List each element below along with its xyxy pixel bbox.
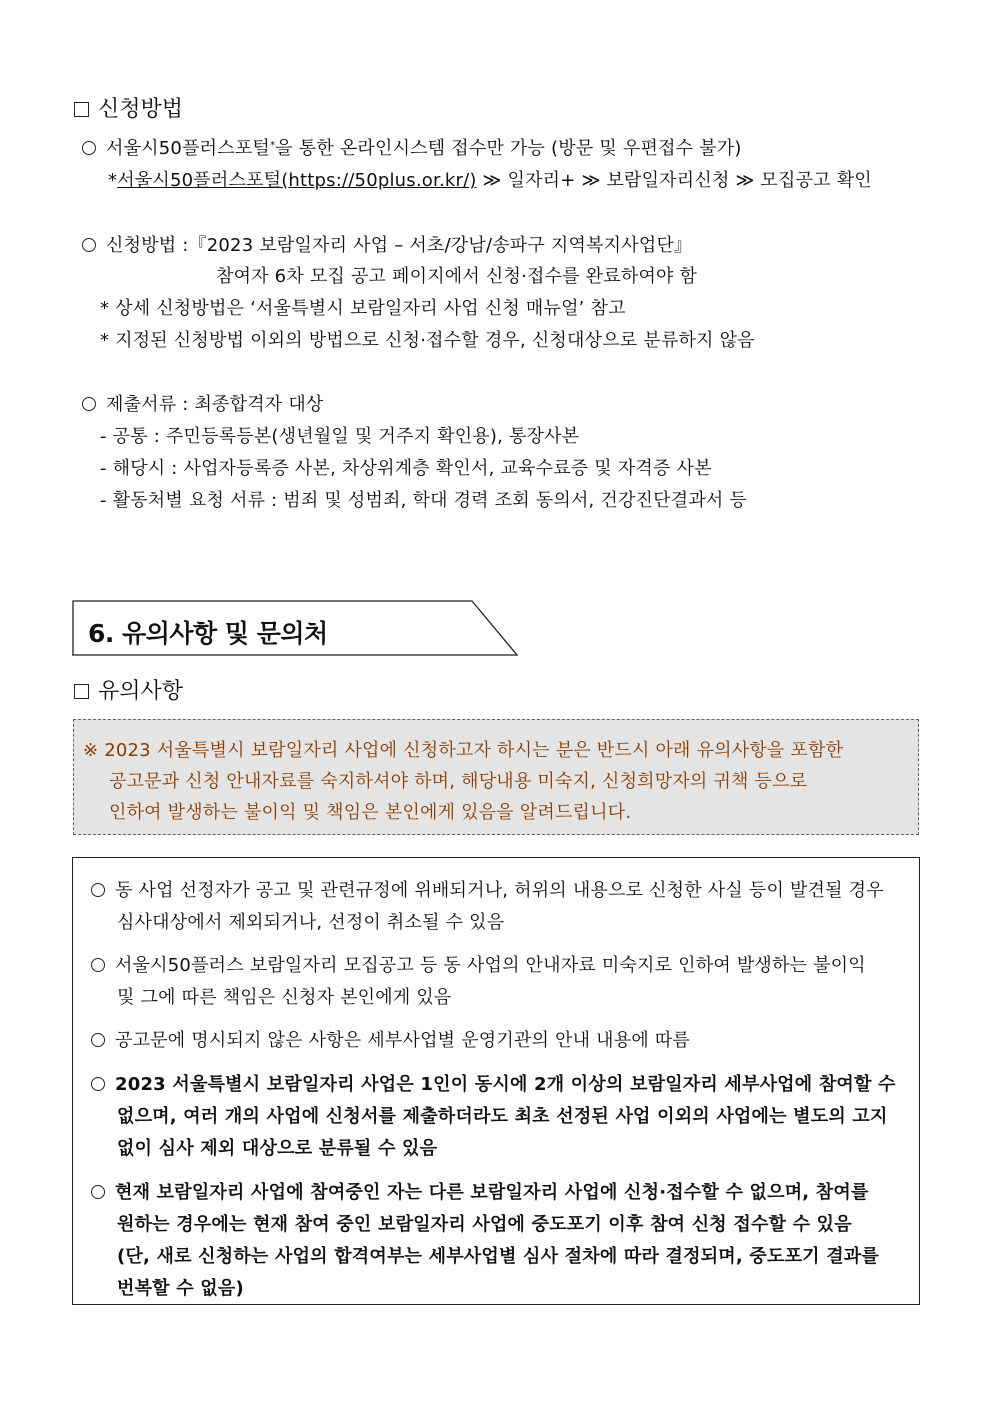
method-apply-line2: 참여자 6차 모집 공고 페이지에서 신청·접수를 완료하여야 함	[216, 266, 698, 287]
caution-item-5-cont-1: 원하는 경우에는 현재 참여 중인 보람일자리 사업에 중도포기 이후 참여 신청 접수할 수 있음	[117, 1214, 852, 1235]
circle-bullet-icon	[82, 397, 96, 411]
section-6-heading	[72, 600, 518, 656]
notice-box	[73, 719, 919, 835]
caution-heading: 유의사항	[74, 674, 183, 705]
caution-item-4-cont-1: 없으며, 여러 개의 사업에 신청서를 제출하더라도 최초 선정된 사업 이외의 사업에는 별도의 고지	[117, 1106, 888, 1127]
circle-bullet-icon	[91, 1077, 105, 1091]
notice-line-1: ※ 2023 서울특별시 보람일자리 사업에 신청하고자 하시는 분은 반드시 아래 유의사항을 포함한	[83, 740, 844, 761]
caution-item-5: 현재 보람일자리 사업에 참여중인 자는 다른 보람일자리 사업에 신청·접수할 수 없으며, 참여를	[91, 1178, 869, 1204]
caution-list-box	[72, 857, 920, 1305]
caution-item-4: 2023 서울특별시 보람일자리 사업은 1인이 동시에 2개 이상의 보람일자리 세부사업에 참여할 수	[91, 1070, 896, 1096]
notice-line-3: 인하여 발생하는 불이익 및 책임은 본인에게 있음을 알려드립니다.	[109, 802, 632, 823]
circle-bullet-icon	[91, 1185, 105, 1199]
method-item-apply: 신청방법 :『2023 보람일자리 사업 – 서초/강남/송파구 지역복지사업단』	[82, 231, 692, 257]
method-item-online: 서울시50플러스포털*을 통한 온라인시스템 접수만 가능 (방문 및 우편접수 불가)	[82, 134, 742, 160]
caution-item-2: 서울시50플러스 보람일자리 모집공고 등 동 사업의 안내자료 미숙지로 인하여 발생하는 불이익	[91, 951, 866, 977]
checkbox-square-icon	[74, 684, 89, 699]
circle-bullet-icon	[91, 958, 105, 972]
checkbox-square-icon	[74, 102, 89, 117]
circle-bullet-icon	[82, 141, 96, 155]
caution-item-2-cont: 및 그에 따른 책임은 신청자 본인에게 있음	[117, 987, 452, 1008]
documents-common: - 공통 : 주민등록등본(생년월일 및 거주지 확인용), 통장사본	[100, 426, 580, 447]
circle-bullet-icon	[82, 238, 96, 252]
caution-item-1: 동 사업 선정자가 공고 및 관련규정에 위배되거나, 허위의 내용으로 신청한 사실 등이 발견될 경우	[91, 876, 884, 902]
documents-applicable: - 해당시 : 사업자등록증 사본, 차상위계층 확인서, 교육수료증 및 자격증 사본	[100, 458, 712, 479]
circle-bullet-icon	[91, 1033, 105, 1047]
method-item-documents: 제출서류 : 최종합격자 대상	[82, 390, 324, 416]
notice-line-2: 공고문과 신청 안내자료를 숙지하셔야 하며, 해당내용 미숙지, 신청희망자의 귀책 등으로	[109, 771, 808, 792]
caution-item-4-cont-2: 없이 심사 제외 대상으로 분류될 수 있음	[117, 1138, 438, 1159]
portal-link[interactable]: 서울시50플러스포털(https://50plus.or.kr/)	[117, 170, 477, 191]
method-heading: 신청방법	[74, 92, 183, 123]
caution-item-1-cont: 심사대상에서 제외되거나, 선정이 취소될 수 있음	[117, 912, 505, 933]
caution-item-5-cont-3: 번복할 수 없음)	[117, 1278, 244, 1299]
method-portal-path: *서울시50플러스포털(https://50plus.or.kr/) ≫ 일자리+ ≫ 보람일자리신청 ≫ 모집공고 확인	[108, 170, 872, 191]
method-note-manual: * 상세 신청방법은 ‘서울특별시 보람일자리 사업 신청 매뉴얼’ 참고	[100, 298, 626, 319]
caution-item-5-cont-2: (단, 새로 신청하는 사업의 합격여부는 세부사업별 심사 절차에 따라 결정되며, 중도포기 결과를	[117, 1246, 879, 1267]
caution-item-3: 공고문에 명시되지 않은 사항은 세부사업별 운영기관의 안내 내용에 따름	[91, 1026, 690, 1052]
circle-bullet-icon	[91, 883, 105, 897]
section-6-title: 6. 유의사항 및 문의처	[88, 619, 328, 648]
documents-by-workplace: - 활동처별 요청 서류 : 범죄 및 성범죄, 학대 경력 조회 동의서, 건강진단결과서 등	[100, 490, 748, 511]
method-note-restriction: * 지정된 신청방법 이외의 방법으로 신청·접수할 경우, 신청대상으로 분류하지 않음	[100, 330, 755, 351]
